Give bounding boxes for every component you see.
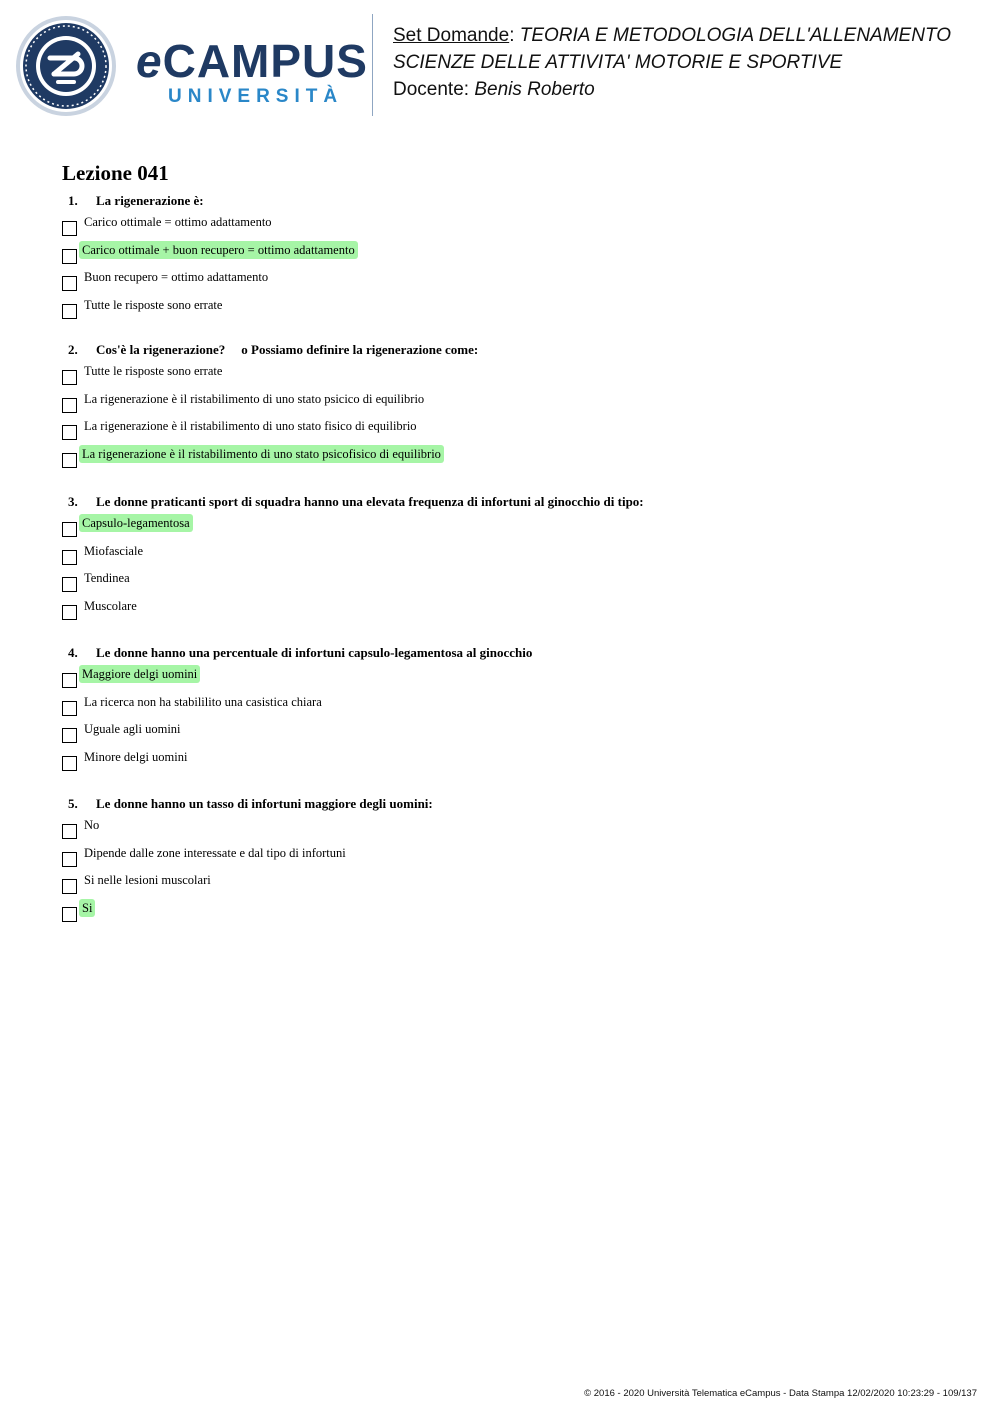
answer-checkbox[interactable]	[62, 852, 77, 867]
answer-checkbox[interactable]	[62, 304, 77, 319]
question-number: 2.	[68, 342, 78, 357]
answer-option-correct[interactable]	[62, 899, 962, 927]
answer-checkbox[interactable]	[62, 879, 77, 894]
brand-subtitle: UNIVERSITÀ	[168, 86, 344, 107]
answer-text-highlighted: Si	[79, 899, 95, 917]
answer-text: Tendinea	[84, 571, 130, 585]
answer-option[interactable]	[62, 213, 962, 241]
university-seal-icon	[14, 14, 118, 118]
question-text: Le donne praticanti sport di squadra hanno una elevata frequenza di infortuni al ginocchio di tipo:	[96, 494, 644, 509]
question-text: Cos'è la rigenerazione?	[96, 342, 226, 357]
answer-text: Si nelle lesioni muscolari	[84, 873, 211, 887]
answer-option-correct[interactable]	[62, 665, 962, 693]
answer-option[interactable]	[62, 268, 962, 296]
answer-option-correct[interactable]	[62, 514, 962, 542]
answer-checkbox[interactable]	[62, 221, 77, 236]
question-text: Le donne hanno una percentuale di infortuni capsulo-legamentosa al ginocchio	[96, 645, 533, 660]
teacher-label: Docente:	[393, 79, 470, 100]
answer-text: Tutte le risposte sono errate	[84, 364, 223, 378]
question-4	[62, 644, 962, 775]
answer-text: No	[84, 818, 100, 832]
answer-option[interactable]	[62, 390, 962, 418]
answer-option[interactable]	[62, 417, 962, 445]
answer-text-highlighted: Carico ottimale + buon recupero = ottimo adattamento	[79, 241, 358, 259]
answer-option-correct[interactable]	[62, 241, 962, 269]
teacher-name: Benis Roberto	[474, 79, 595, 100]
answer-text-highlighted: Maggiore delgi uomini	[79, 665, 200, 683]
answer-text: Tutte le risposte sono errate	[84, 297, 223, 312]
answer-checkbox[interactable]	[62, 453, 77, 468]
header-divider	[372, 14, 373, 116]
answer-checkbox[interactable]	[62, 701, 77, 716]
answer-option[interactable]	[62, 816, 962, 844]
answer-checkbox[interactable]	[62, 550, 77, 565]
answer-checkbox[interactable]	[62, 522, 77, 537]
answer-checkbox[interactable]	[62, 425, 77, 440]
answer-checkbox[interactable]	[62, 605, 77, 620]
question-number: 5.	[68, 796, 78, 811]
answer-option[interactable]	[62, 597, 962, 625]
answer-text: Buon recupero = ottimo adattamento	[84, 270, 269, 284]
answer-checkbox[interactable]	[62, 370, 77, 385]
question-2	[62, 341, 962, 472]
answer-text: Muscolare	[84, 598, 137, 613]
question-text-alt: o Possiamo definire la rigenerazione come:	[241, 342, 479, 357]
answer-option-correct[interactable]	[62, 445, 962, 473]
answer-option[interactable]	[62, 844, 962, 872]
answer-text: La rigenerazione è il ristabilimento di uno stato fisico di equilibrio	[84, 419, 417, 433]
answer-checkbox[interactable]	[62, 673, 77, 688]
answer-option[interactable]	[62, 693, 962, 721]
answer-text: La ricerca non ha stabililito una casistica chiara	[84, 694, 322, 709]
answer-option[interactable]	[62, 296, 962, 324]
lesson-title: Lezione 041	[62, 161, 169, 185]
question-set-info: Set Domande: TEORIA E METODOLOGIA DELL'ALLENAMENTO SCIENZE DELLE ATTIVITA' MOTORIE E SPORTIVE Docente: Benis Roberto	[393, 25, 951, 100]
answer-checkbox[interactable]	[62, 249, 77, 264]
answer-option[interactable]	[62, 569, 962, 597]
answer-text-highlighted: La rigenerazione è il ristabilimento di uno stato psicofisico di equilibrio	[79, 445, 444, 463]
brand-name: CAMPUS	[162, 35, 368, 87]
answer-option[interactable]	[62, 748, 962, 776]
answer-checkbox[interactable]	[62, 756, 77, 771]
answer-option[interactable]	[62, 720, 962, 748]
question-text: Le donne hanno un tasso di infortuni maggiore degli uomini:	[96, 796, 433, 811]
question-number: 1.	[68, 193, 78, 208]
program-name: SCIENZE DELLE ATTIVITA' MOTORIE E SPORTIVE	[393, 52, 843, 73]
question-5	[62, 795, 962, 926]
question-number: 4.	[68, 645, 78, 660]
answer-text: Miofasciale	[84, 543, 144, 558]
answer-checkbox[interactable]	[62, 276, 77, 291]
answer-text: Minore delgi uomini	[84, 749, 188, 764]
answer-option[interactable]	[62, 871, 962, 899]
answer-text: Uguale agli uomini	[84, 722, 181, 736]
answer-checkbox[interactable]	[62, 728, 77, 743]
course-title: TEORIA E METODOLOGIA DELL'ALLENAMENTO	[519, 25, 951, 46]
answer-text: Dipende dalle zone interessate e dal tipo di infortuni	[84, 845, 346, 860]
brand-wordmark	[136, 35, 368, 108]
question-3	[62, 493, 962, 624]
question-text: La rigenerazione è:	[96, 193, 204, 208]
answer-checkbox[interactable]	[62, 398, 77, 413]
answer-option[interactable]	[62, 362, 962, 390]
answer-text: La rigenerazione è il ristabilimento di uno stato psicico di equilibrio	[84, 391, 425, 406]
set-label: Set Domande	[393, 25, 510, 46]
answer-checkbox[interactable]	[62, 824, 77, 839]
answer-checkbox[interactable]	[62, 577, 77, 592]
answer-text-highlighted: Capsulo-legamentosa	[79, 514, 193, 532]
question-number: 3.	[68, 494, 78, 509]
ecampus-logo	[14, 14, 368, 118]
brand-e: e	[136, 35, 163, 87]
answer-checkbox[interactable]	[62, 907, 77, 922]
answer-text: Carico ottimale = ottimo adattamento	[84, 215, 272, 229]
answer-option[interactable]	[62, 542, 962, 570]
question-1	[62, 192, 962, 323]
page-footer: © 2016 - 2020 Università Telematica eCampus - Data Stampa 12/02/2020 10:23:29 - 109/137	[584, 1388, 977, 1399]
